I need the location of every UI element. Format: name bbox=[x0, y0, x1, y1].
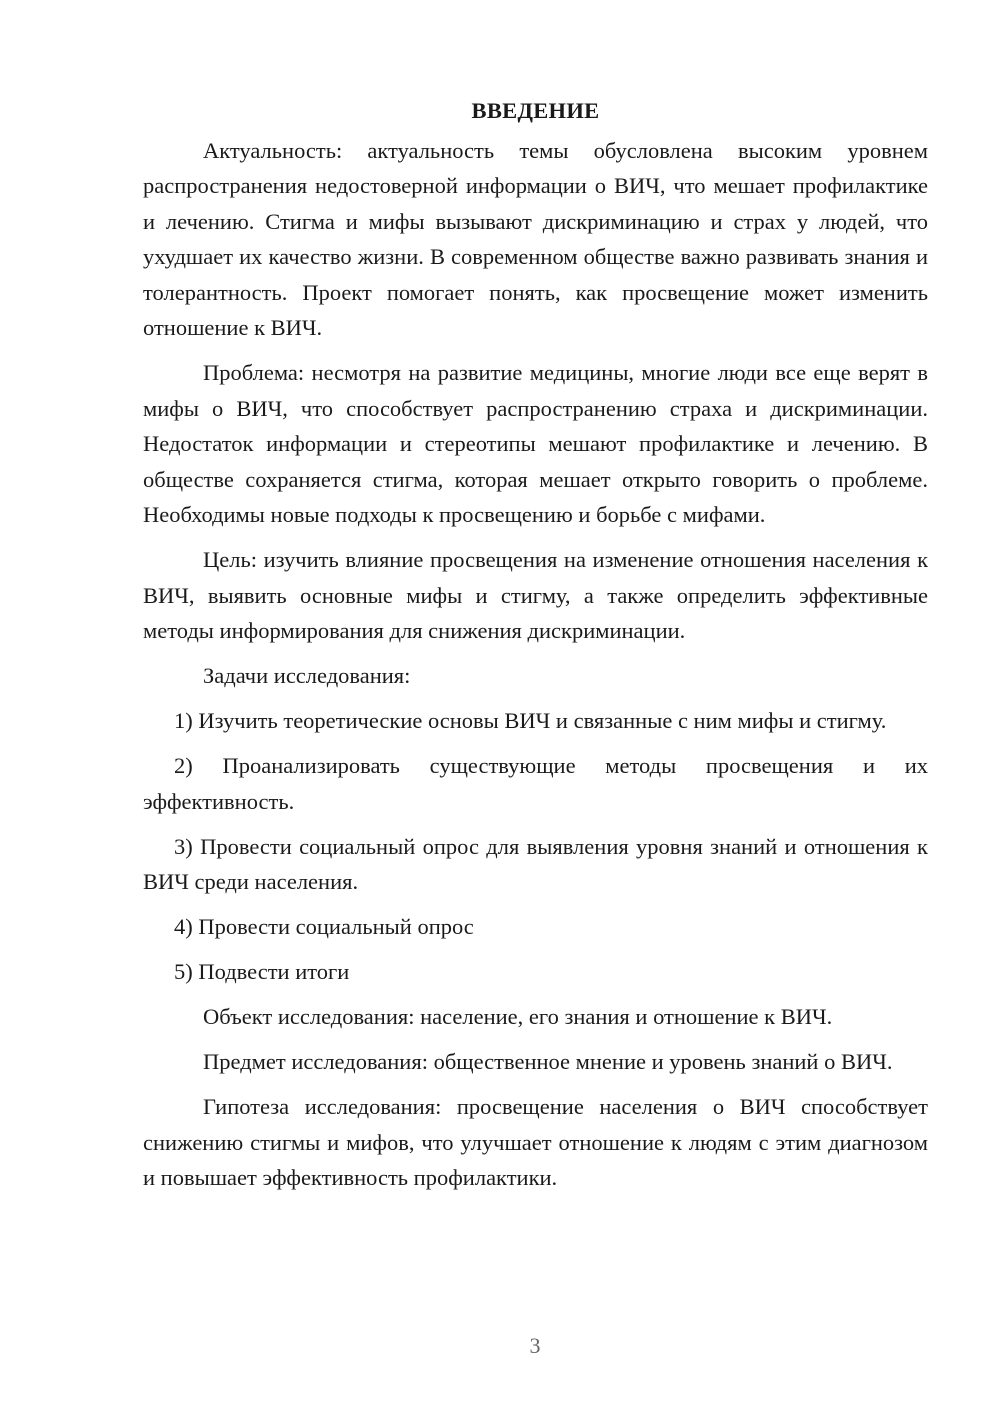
object-paragraph: Объект исследования: население, его знания и отношение к ВИЧ. bbox=[203, 1004, 833, 1029]
problem-paragraph: Проблема: несмотря на развитие медицины, многие люди все еще верят в мифы о ВИЧ, что способствует распространению страха и дискриминации. Недостаток информации и стереотипы мешают профилактике и лечению. В обществе сохраняется стигма, которая мешает открыто говорить о проблеме. Необходимы новые подходы к просвещению и борьбе с мифами. bbox=[143, 360, 928, 527]
task-item: 2) Проанализировать существующие методы просвещения и их эффективность. bbox=[143, 753, 928, 814]
task-item: 1) Изучить теоретические основы ВИЧ и связанные с ним мифы и стигму. bbox=[174, 708, 887, 733]
task-item: 5) Подвести итоги bbox=[174, 959, 350, 984]
goal-paragraph: Цель: изучить влияние просвещения на изменение отношения населения к ВИЧ, выявить основные мифы и стигму, а также определить эффективные методы информирования для снижения дискриминации. bbox=[143, 547, 928, 643]
hypothesis-paragraph: Гипотеза исследования: просвещение населения о ВИЧ способствует снижению стигмы и мифов, что улучшает отношение к людям с этим диагнозом и повышает эффективность профилактики. bbox=[143, 1094, 928, 1190]
tasks-heading: Задачи исследования: bbox=[203, 663, 411, 688]
task-item: 3) Провести социальный опрос для выявления уровня знаний и отношения к ВИЧ среди населения. bbox=[143, 833, 928, 894]
relevance-paragraph: Актуальность: актуальность темы обусловлена высоким уровнем распространения недостоверной информации о ВИЧ, что мешает профилактике и лечению. Стигма и мифы вызывают дискриминацию и страх у людей, что ухудшает их качество жизни. В современном обществе важно развивать знания и толерантность. Проект помогает понять, как просвещение может изменить отношение к ВИЧ. bbox=[143, 137, 928, 340]
task-item: 4) Провести социальный опрос bbox=[174, 914, 474, 939]
subject-paragraph: Предмет исследования: общественное мнение и уровень знаний о ВИЧ. bbox=[203, 1049, 893, 1074]
section-heading: ВВЕДЕНИЕ bbox=[471, 98, 600, 123]
page-content bbox=[143, 93, 928, 1205]
page-number: 3 bbox=[529, 1333, 541, 1358]
